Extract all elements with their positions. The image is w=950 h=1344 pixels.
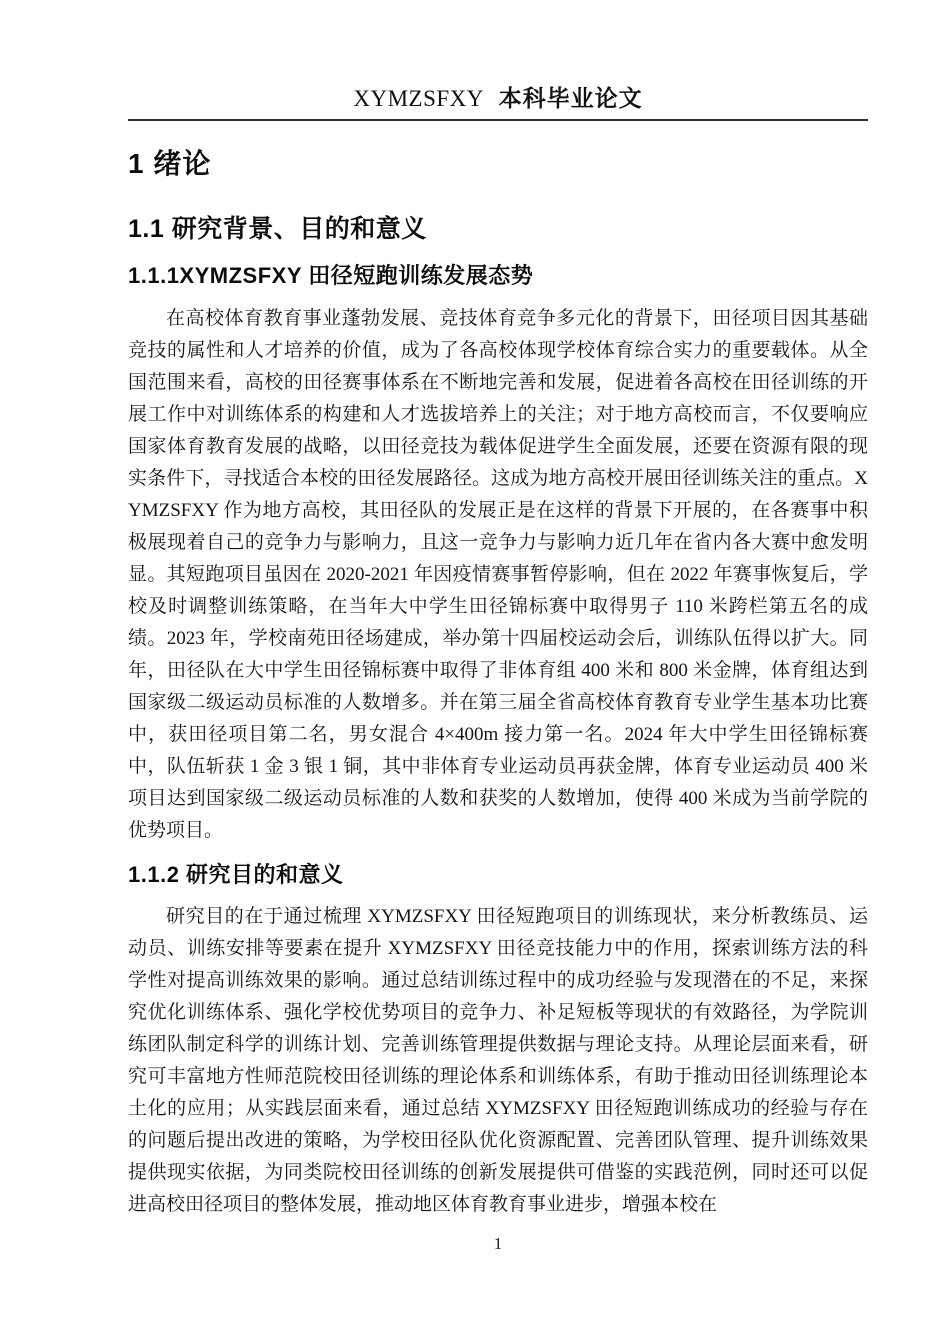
section-heading-1-1: 1.1 研究背景、目的和意义 bbox=[128, 215, 427, 244]
subsection-heading-1-1-2: 1.1.2 研究目的和意义 bbox=[128, 861, 344, 887]
header-school-code: XYMZSFXY bbox=[353, 86, 484, 111]
paragraph-1-1-1: 在高校体育教育事业蓬勃发展、竞技体育竞争多元化的背景下，田径项目因其基础竞技的属性和人才培养的价值，成为了各高校体现学校体育综合实力的重要载体。从全国范围来看，高校的田径赛事体系在不断地完善和发展，促进着各高校在田径训练的开展工作中对训练体系的构建和人才选拔培养上的关注；对于地方高校而言，不仅要响应国家体育教育发展的战略，以田径竞技为载体促进学生全面发展，还要在资源有限的现实条件下，寻找适合本校的田径发展路径。这成为地方高校开展田径训练关注的重点。XYMZSFXY 作为地方高校，其田径队的发展正是在这样的背景下开展的，在各赛事中积极展现着自己的竞争力与影响力，且这一竞争力与影响力近几年在省内各大赛中愈发明显。其短跑项目虽因在 2020-2021 年因疫情赛事暂停影响，但在 2022 年赛事恢复后，学校及时调整训练策略，在当年大中学生田径锦标赛中取得男子 110 米跨栏第五名的成绩。2023 年，学校南苑田径场建成，举办第十四届校运动会后，训练队伍得以扩大。同年，田径队在大中学生田径锦标赛中取得了非体育组 400 米和 800 米金牌，体育组达到国家级二级运动员标准的人数增多。并在第三届全省高校体育教育专业学生基本功比赛中，获田径项目第二名，男女混合 4×400m 接力第一名。2024 年大中学生田径锦标赛中，队伍斩获 1 金 3 银 1 铜，其中非体育专业运动员再获金牌，体育专业运动员 400 米项目达到国家级二级运动员标准的人数和获奖的人数增加，使得 400 米成为当前学院的优势项目。 bbox=[128, 307, 868, 841]
page-number: 1 bbox=[493, 1234, 503, 1254]
paragraph-1-1-2: 研究目的在于通过梳理 XYMZSFXY 田径短跑项目的训练现状，来分析教练员、运动员、训练安排等要素在提升 XYMZSFXY 田径竞技能力中的作用，探索训练方法的科学性对提高训练效果的影响。通过总结训练过程中的成功经验与发现潜在的不足，来探究优化训练体系、强化学校优势项目的竞争力、补足短板等现状的有效路径，为学院训练团队制定科学的训练计划、完善训练管理提供数据与理论支持。从理论层面来看，研究可丰富地方性师范院校田径训练的理论体系和训练体系，有助于推动田径训练理论本土化的应用；从实践层面来看，通过总结 XYMZSFXY 田径短跑训练成功的经验与存在的问题后提出改进的策略，为学校田径队优化资源配置、完善团队管理、提升训练效果提供现实依据，为同类院校田径训练的创新发展提供可借鉴的实践范例，同时还可以促进高校田径项目的整体发展，推动地区体育教育事业进步，增强本校在 bbox=[128, 906, 868, 1216]
header-doc-type: 本科毕业论文 bbox=[498, 86, 643, 111]
chapter-heading: 1 绪论 bbox=[128, 147, 212, 179]
page-header bbox=[128, 84, 868, 121]
subsection-heading-1-1-1: 1.1.1XYMZSFXY 田径短跑训练发展态势 bbox=[128, 263, 534, 289]
